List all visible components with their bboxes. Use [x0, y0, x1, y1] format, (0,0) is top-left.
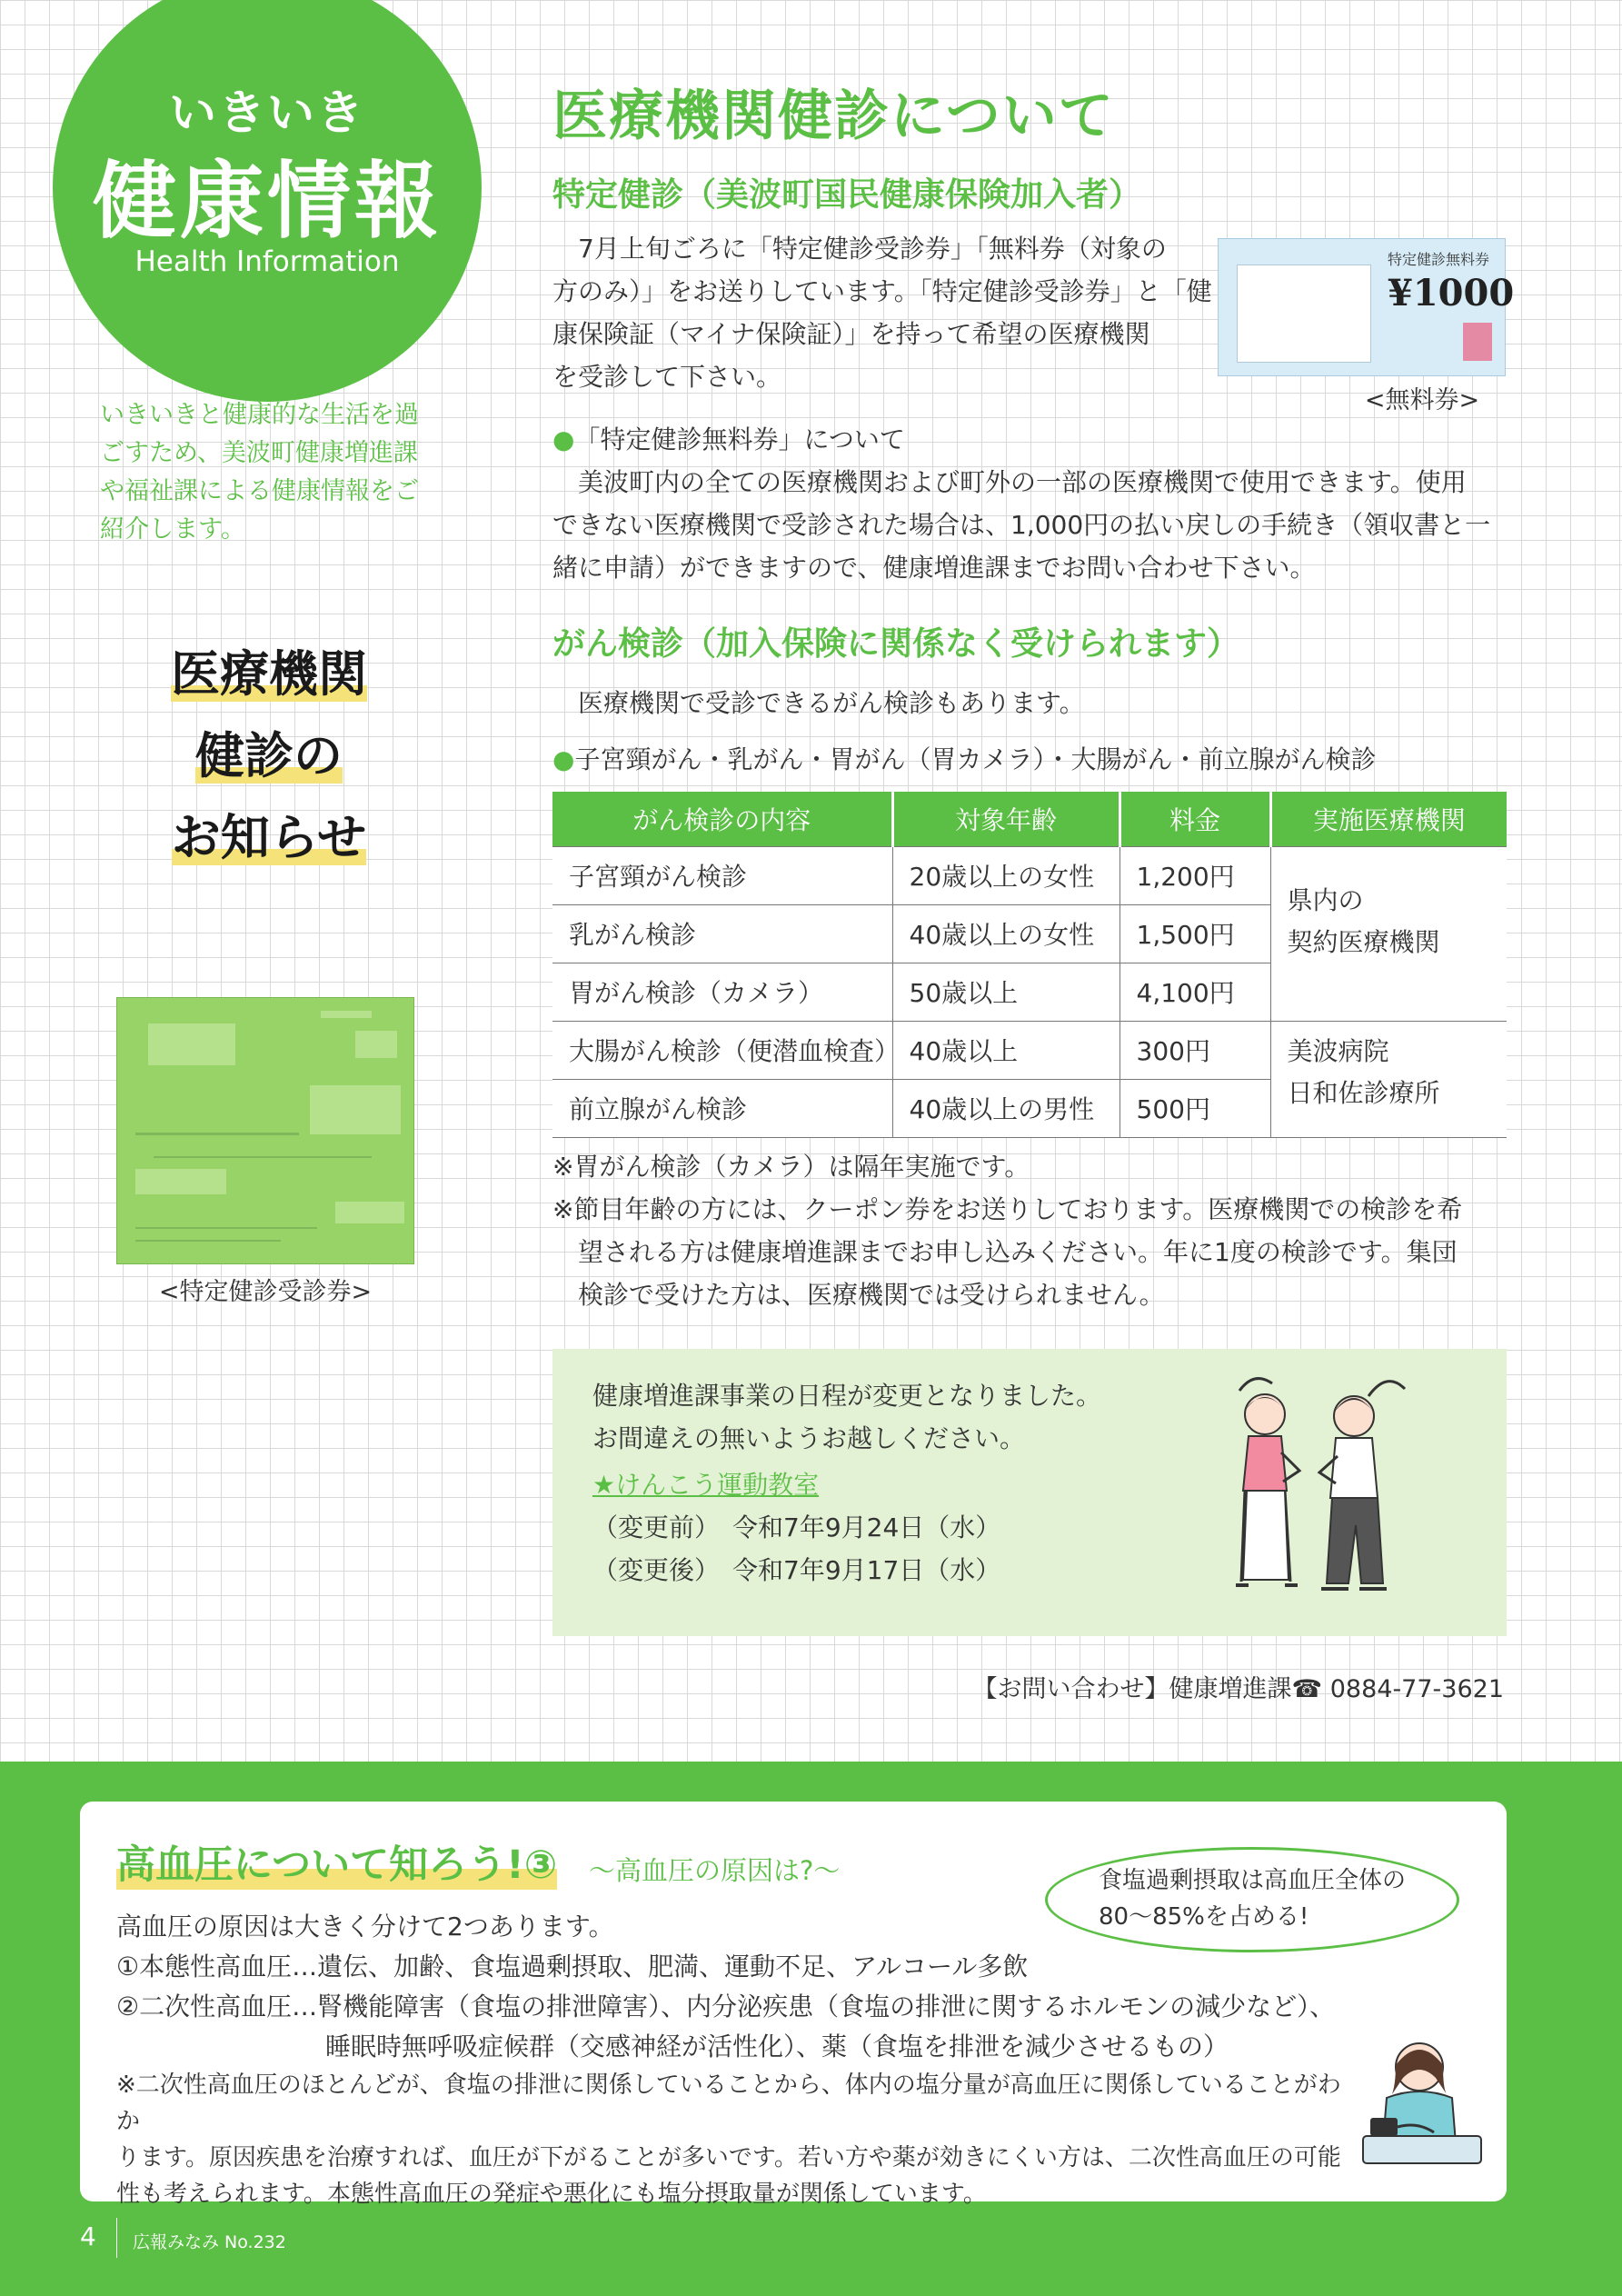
date-before: [592, 1506, 1101, 1549]
date-label: （変更後）: [592, 1555, 708, 1585]
institution-line: 美波病院: [1287, 1035, 1389, 1066]
body-line: 美波町内の全ての医療機関および町外の一部の医療機関で使用できます。使用: [552, 467, 1467, 497]
table-header: 料金: [1119, 792, 1270, 846]
side-title: [100, 647, 438, 893]
publication-name: 広報みなみ No.232: [133, 2232, 286, 2252]
bp-line: ①本態性高血圧…遺伝、加齢、食塩過剰摂取、肥満、運動不足、アルコール多飲: [116, 1952, 1029, 1982]
badge-line1: いきいき: [168, 86, 365, 141]
body-line: 緒に申請）ができますので、健康増進課までお問い合わせ下さい。: [552, 553, 1316, 583]
bp-line: 睡眠時無呼吸症候群（交感神経が活性化）、薬（食塩を排泄を減少させるもの）: [325, 2031, 1229, 2061]
intro-line: いきいきと健康的な生活を過: [100, 401, 419, 429]
table-row: [552, 1021, 1507, 1079]
page-title: 医療機関健診について: [552, 85, 1115, 148]
table-cell: 大腸がん検診（便潜血検査）: [552, 1021, 892, 1079]
date-after: [592, 1549, 1101, 1592]
side-title-line: 医療機関: [171, 645, 367, 703]
side-title-line: 健診の: [195, 727, 343, 784]
body-line: 方のみ）」をお送りしています。「特定健診受診券」と「健: [552, 276, 1212, 306]
cancer-types: 子宮頸がん・乳がん・胃がん（胃カメラ）・大腸がん・前立腺がん検診: [574, 744, 1377, 774]
body-line: 7月上旬ごろに「特定健診受診券」「無料券（対象の: [552, 234, 1167, 264]
table-cell: 300円: [1119, 1021, 1270, 1079]
bp-line: 高血圧の原因は大きく分けて2つあります。: [116, 1912, 614, 1942]
notice-line: お間違えの無いようお越しください。: [592, 1423, 1026, 1453]
note-line: 検診で受けた方は、医療機関では受けられません。: [552, 1280, 1165, 1310]
institution-cell: [1270, 1021, 1507, 1137]
table-header: 実施医療機関: [1270, 792, 1507, 846]
table-cell: 1,500円: [1119, 904, 1270, 963]
institution-line: 日和佐診療所: [1287, 1077, 1440, 1108]
table-cell: 4,100円: [1119, 963, 1270, 1021]
free-coupon-title: 「特定健診無料券」について: [574, 424, 905, 454]
bullet-icon: ●: [552, 744, 575, 774]
table-row: [552, 846, 1507, 904]
coupon-caption: <特定健診受診券>: [158, 1278, 373, 1306]
intro-line: ごすため、美波町健康増進課: [100, 439, 418, 467]
bp-note: [116, 2067, 1352, 2212]
table-cell: 40歳以上の男性: [892, 1079, 1119, 1137]
badge-subtitle: Health Information: [134, 245, 400, 278]
table-cell: 子宮頸がん検診: [552, 846, 892, 904]
contact-info: 【お問い合わせ】健康増進課☎ 0884-77-3621: [972, 1675, 1504, 1703]
checkup-coupon-image: [116, 997, 414, 1264]
bp-body: [116, 1907, 1335, 2067]
side-title-line: お知らせ: [171, 809, 367, 866]
table-cell: 40歳以上: [892, 1021, 1119, 1079]
body-line: できない医療機関で受診された場合は、1,000円の払い戻しの手続き（領収書と一: [552, 510, 1491, 540]
intro-text: [100, 396, 438, 549]
cancer-heading: がん検診（加入保険に関係なく受けられます）: [552, 625, 1240, 663]
bubble-line: 食塩過剰摂取は高血圧全体の: [1099, 1867, 1407, 1894]
body-line: を受診して下さい。: [552, 362, 782, 392]
note-line: ります。原因疾患を治療すれば、血圧が下がることが多いです。若い方や薬が効きにくい方は、二次性高血圧の可能: [116, 2144, 1341, 2171]
table-cell: 50歳以上: [892, 963, 1119, 1021]
table-header: がん検診の内容: [552, 792, 892, 846]
ticket-amount: ¥1000: [1388, 272, 1515, 314]
free-ticket-image: [1218, 238, 1515, 376]
intro-line: 紹介します。: [100, 515, 245, 544]
cancer-exam-table: [552, 792, 1507, 1138]
exercise-illustration: [1209, 1371, 1427, 1603]
bp-line: ②二次性高血圧…腎機能障害（食塩の排泄障害）、内分泌疾患（食塩の排泄に関するホルモンの減少など）、: [116, 1992, 1336, 2021]
date-value: 令和7年9月24日（水）: [732, 1512, 1001, 1542]
table-header: 対象年齢: [892, 792, 1119, 846]
ticket-stamp: [1463, 323, 1492, 361]
event-name: ★けんこう運動教室: [592, 1470, 820, 1500]
cancer-intro: 医療機関で受診できるがん検診もあります。: [552, 688, 1085, 718]
date-value: 令和7年9月17日（水）: [732, 1555, 1001, 1585]
bp-subtitle: ～高血圧の原因は?～: [589, 1855, 841, 1886]
note-line: ※節目年齢の方には、クーポン券をお送りしております。医療機関での検診を希: [552, 1194, 1463, 1224]
cancer-bullet-line: [552, 738, 1376, 781]
body-line: 康保険証（マイナ保険証）」を持って希望の医療機関: [552, 319, 1150, 349]
footer-divider: [116, 2218, 117, 2258]
ticket-caption: <無料券>: [1364, 386, 1480, 414]
intro-line: や福祉課による健康情報をご: [100, 477, 419, 505]
notice-line: 健康増進課事業の日程が変更となりました。: [592, 1381, 1102, 1411]
date-label: （変更前）: [592, 1512, 708, 1542]
table-cell: 乳がん検診: [552, 904, 892, 963]
tokutei-body: [552, 227, 1212, 398]
table-cell: 40歳以上の女性: [892, 904, 1119, 963]
note-line: ※胃がん検診（カメラ）は隔年実施です。: [552, 1152, 1030, 1182]
bubble-line: 80～85%を占める!: [1099, 1903, 1309, 1931]
table-cell: 1,200円: [1119, 846, 1270, 904]
nurse-illustration: [1354, 2034, 1490, 2169]
badge-title: 健康情報: [92, 153, 442, 250]
page-number: 4: [80, 2221, 96, 2251]
free-coupon-section: [552, 418, 1490, 589]
institution-cell: [1270, 846, 1507, 1021]
ticket-header: 特定健診無料券: [1388, 251, 1490, 268]
institution-line: 契約医療機関: [1287, 926, 1440, 957]
table-cell: 500円: [1119, 1079, 1270, 1137]
table-cell: 20歳以上の女性: [892, 846, 1119, 904]
health-info-badge: [53, 0, 482, 402]
bullet-icon: ●: [552, 424, 575, 454]
cancer-notes: [552, 1145, 1462, 1316]
note-line: 性も考えられます。本態性高血圧の発症や悪化にも塩分摂取量が関係しています。: [116, 2181, 987, 2208]
bp-title: 高血圧について知ろう!③: [116, 1834, 557, 1890]
table-cell: 胃がん検診（カメラ）: [552, 963, 892, 1021]
note-line: ※二次性高血圧のほとんどが、食塩の排泄に関係していることから、体内の塩分量が高血圧に関係していることがわか: [116, 2071, 1341, 2135]
note-line: 望される方は健康増進課までお申し込みください。年に1度の検診です。集団: [552, 1237, 1458, 1267]
tokutei-heading: 特定健診（美波町国民健康保険加入者）: [552, 176, 1142, 214]
table-header-row: [552, 792, 1507, 846]
institution-line: 県内の: [1287, 884, 1364, 915]
table-cell: 前立腺がん検診: [552, 1079, 892, 1137]
